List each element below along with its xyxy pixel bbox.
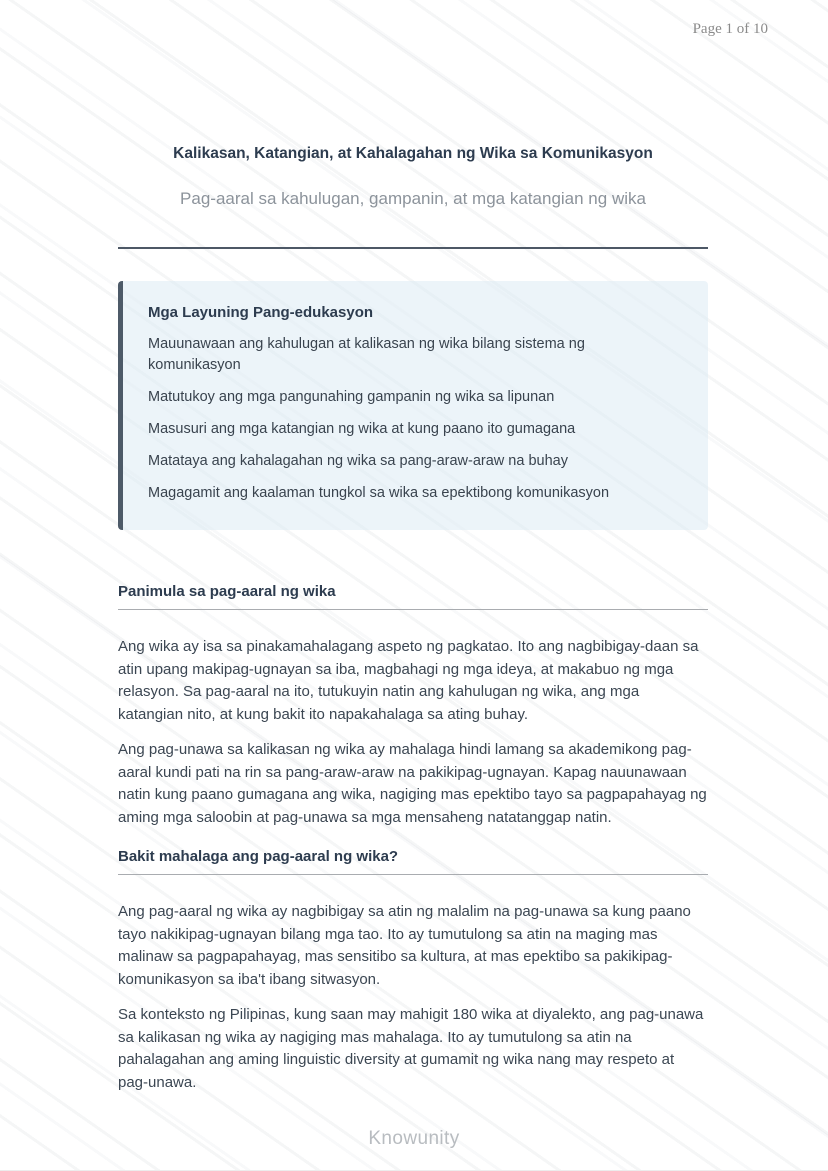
paragraph: Ang pag-unawa sa kalikasan ng wika ay mahalaga hindi lamang sa akademikong pag-aaral kundi pati na rin sa pang-araw-araw na pakikipag-ugnayan. Kapag nauunawaan natin kung paano gumagana ang wika, nagiging mas epektibo tayo sa pagpapahayag ng aming mga saloobin at pag-unawa sa mga mensaheng natatanggap natin. bbox=[118, 741, 707, 826]
objective-item: Mauunawaan ang kahulugan at kalikasan ng wika bilang sistema ng komunikasyon bbox=[148, 336, 585, 374]
title-divider bbox=[118, 247, 708, 249]
paragraph: Ang wika ay isa sa pinakamahalagang aspeto ng pagkatao. Ito ang nagbibigay-daan sa atin upang makipag-ugnayan sa iba, magbahagi ng mga ideya, at makabuo ng mga relasyon. Sa pag-aaral na ito, tutukuyin natin ang kahulugan ng wika, ang mga katangian nito, at kung bakit ito napakahalaga sa ating buhay. bbox=[118, 638, 699, 723]
section-panimula bbox=[118, 584, 708, 829]
section-heading: Bakit mahalaga ang pag-aaral ng wika? bbox=[118, 849, 708, 875]
page-number: Page 1 of 10 bbox=[692, 21, 768, 37]
objectives-box bbox=[118, 281, 708, 530]
objective-item: Matutukoy ang mga pangunahing gampanin ng wika sa lipunan bbox=[148, 389, 555, 406]
document-subtitle: Pag-aaral sa kahulugan, gampanin, at mga katangian ng wika bbox=[180, 189, 646, 209]
paragraph: Ang pag-aaral ng wika ay nagbibigay sa atin ng malalim na pag-unawa sa kung paano tayo nakikipag-ugnayan bilang mga tao. Ito ay tumutulong sa atin na maging mas malinaw sa pagpapahayag, mas sensitibo sa kultura, at mas epektibo sa pakikipag-komunikasyon sa iba't ibang sitwasyon. bbox=[118, 903, 691, 988]
section-heading: Panimula sa pag-aaral ng wika bbox=[118, 584, 708, 610]
document-content bbox=[118, 0, 708, 1094]
document-title: Kalikasan, Katangian, at Kahalagahan ng Wika sa Komunikasyon bbox=[173, 145, 653, 162]
objective-item: Magagamit ang kaalaman tungkol sa wika sa epektibong komunikasyon bbox=[148, 485, 610, 502]
section-bakit-mahalaga bbox=[118, 849, 708, 1094]
objectives-box-title: Mga Layuning Pang-edukasyon bbox=[148, 304, 374, 322]
objective-item: Masusuri ang mga katangian ng wika at kung paano ito gumagana bbox=[148, 421, 576, 438]
objective-item: Matataya ang kahalagahan ng wika sa pang-araw-araw na buhay bbox=[148, 453, 568, 470]
footer-brand: Knowunity bbox=[368, 1128, 460, 1149]
paragraph: Sa konteksto ng Pilipinas, kung saan may mahigit 180 wika at diyalekto, ang pag-unawa sa kalikasan ng wika ay nagiging mas mahalaga. Ito ay tumutulong sa atin na pahalagahan ang aming linguistic diversity at gumamit ng wika nang may respeto at pag-unawa. bbox=[118, 1006, 704, 1091]
